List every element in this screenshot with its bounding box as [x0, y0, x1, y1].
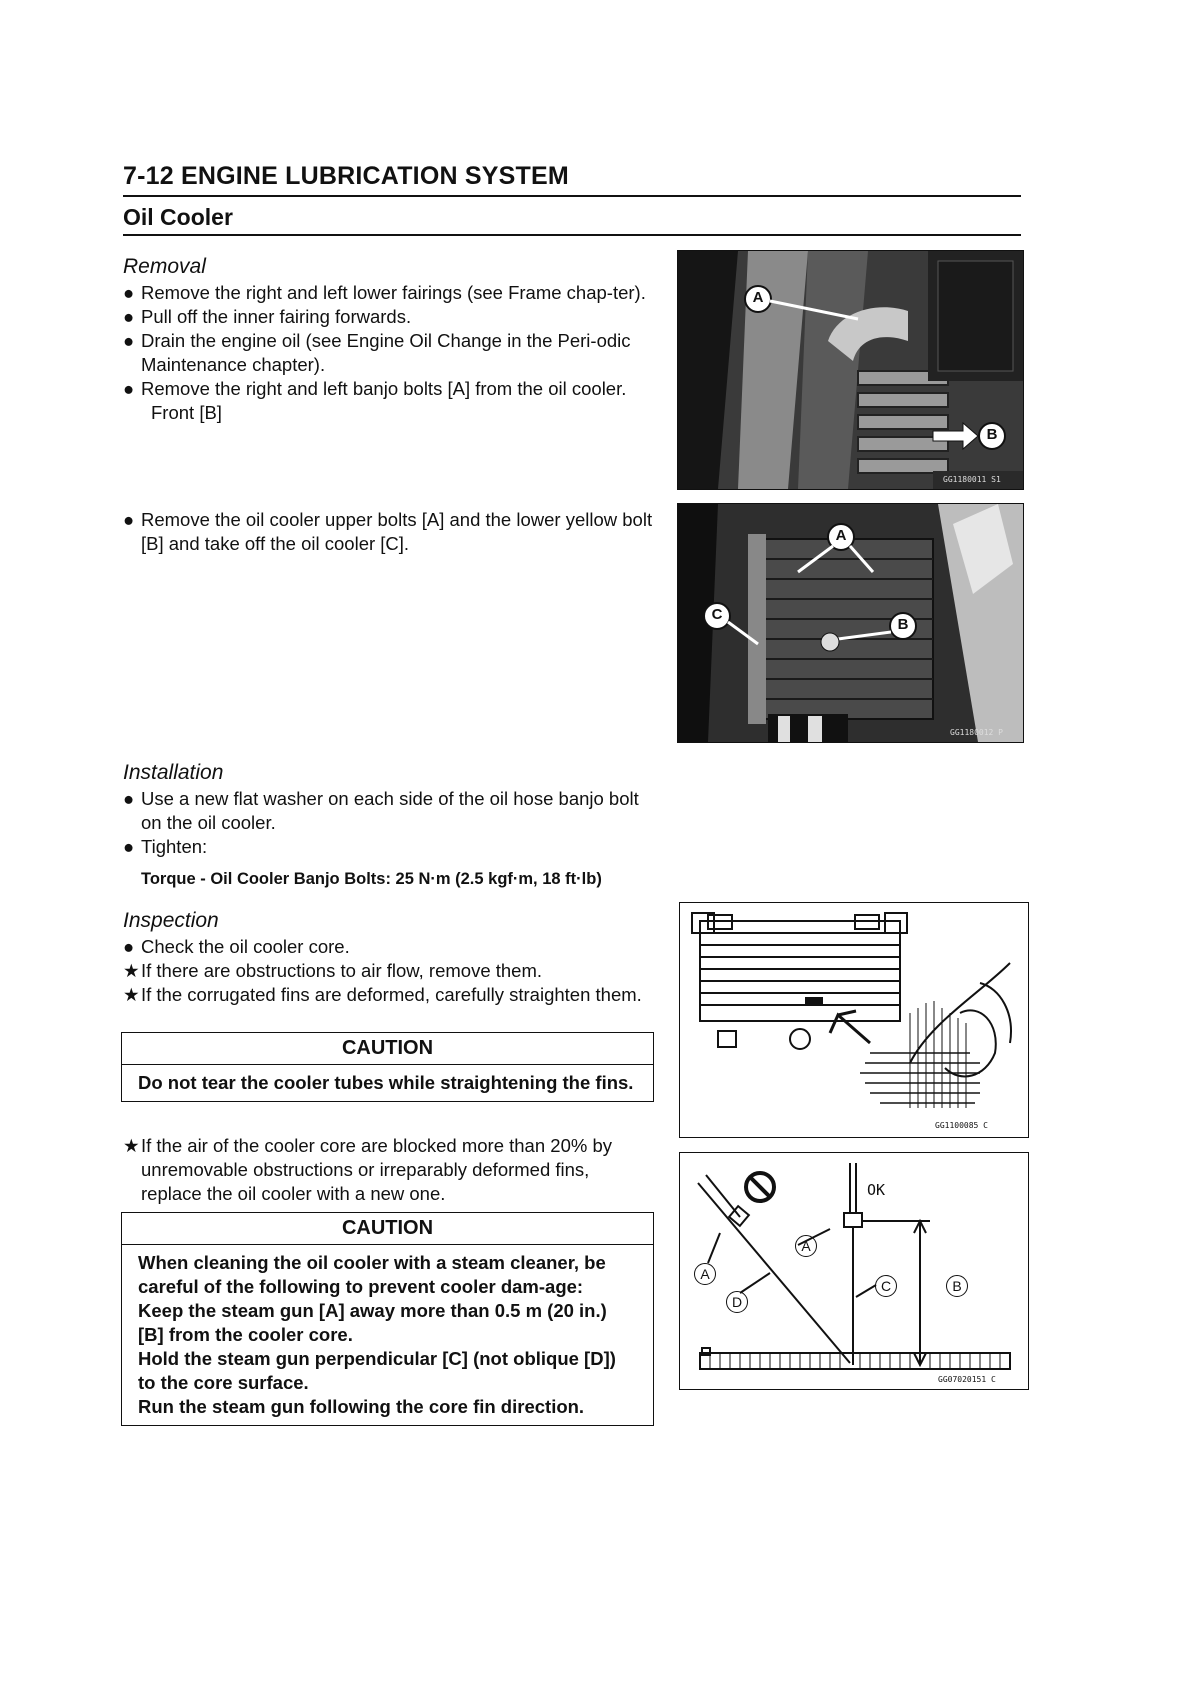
bullet-marker: ●: [123, 306, 135, 327]
figure-straighten-fins: [679, 902, 1029, 1138]
callout-d: D: [726, 1291, 748, 1313]
callout-c: C: [711, 606, 723, 623]
star-marker: ★: [123, 984, 140, 1005]
ok-label: OK: [867, 1181, 886, 1199]
installation-item-2: Tighten:: [141, 836, 208, 857]
list-item: [123, 281, 653, 305]
star-marker: ★: [123, 1135, 140, 1156]
inspection-step-4: [123, 1134, 653, 1206]
list-item: [123, 377, 653, 401]
fins-drawing: [680, 903, 1028, 1137]
list-item: [123, 983, 653, 1007]
caution-title: CAUTION: [122, 1213, 653, 1245]
removal-item-3: Drain the engine oil (see Engine Oil Change in the Peri-odic Maintenance chapter).: [141, 330, 631, 375]
photo-drawing: [678, 504, 1023, 742]
star-marker: ★: [123, 960, 140, 981]
steam-gun-drawing: [680, 1153, 1028, 1389]
list-item: [123, 508, 653, 556]
caution-line-1: When cleaning the oil cooler with a steam cleaner, be careful of the following to prevent cooler dam-age:: [138, 1252, 606, 1297]
removal-heading: Removal: [123, 255, 206, 278]
figure-code: GG1180012 P: [950, 728, 1003, 737]
figure-banjo-bolts-photo: [677, 250, 1024, 490]
bullet-marker: ●: [123, 378, 135, 399]
figure-code: GG1180011 S1: [943, 475, 1001, 484]
page-title: 7-12 ENGINE LUBRICATION SYSTEM: [123, 162, 569, 190]
bullet-marker: ●: [123, 936, 135, 957]
list-item: [123, 959, 653, 983]
callout-b: B: [946, 1275, 968, 1297]
callout-a: A: [752, 289, 764, 306]
inspection-item-1: Check the oil cooler core.: [141, 936, 350, 957]
removal-item-4: Remove the right and left banjo bolts [A] from the oil cooler.: [141, 378, 627, 399]
removal-step-5: [123, 508, 653, 556]
figure-code: GG07020151 C: [938, 1375, 996, 1384]
header-rule: [123, 195, 1021, 197]
caution-title: CAUTION: [122, 1033, 653, 1065]
figure-steam-gun: [679, 1152, 1029, 1390]
figure-code: GG1100085 C: [935, 1121, 988, 1130]
installation-heading: Installation: [123, 761, 224, 784]
bullet-marker: ●: [123, 282, 135, 303]
list-item: [123, 935, 653, 959]
front-note: Front [B]: [151, 402, 222, 423]
list-item: [123, 329, 653, 377]
removal-item-2: Pull off the inner fairing forwards.: [141, 306, 412, 327]
list-item: [123, 835, 653, 859]
section-rule: [123, 234, 1021, 236]
torque-spec: Torque - Oil Cooler Banjo Bolts: 25 N·m (2.5 kgf·m, 18 ft·lb): [141, 870, 602, 888]
caution-box-1: [121, 1032, 654, 1102]
list-item: [123, 787, 653, 835]
bullet-marker: ●: [123, 330, 135, 351]
callout-a: A: [795, 1235, 817, 1257]
inspection-item-2: If there are obstructions to air flow, remove them.: [141, 960, 543, 981]
callout-a: A: [835, 527, 847, 544]
removal-section: [123, 254, 653, 425]
installation-item-1: Use a new flat washer on each side of the oil hose banjo bolt on the oil cooler.: [141, 788, 639, 833]
bullet-marker: ●: [123, 509, 135, 530]
bullet-marker: ●: [123, 836, 135, 857]
inspection-item-4: If the air of the cooler core are blocked more than 20% by unremovable obstructions or irreparably deformed fins, replace the oil cooler with a new one.: [141, 1135, 612, 1204]
figure-cooler-bolts-photo: [677, 503, 1024, 743]
callout-b: B: [897, 616, 909, 633]
section-title: Oil Cooler: [123, 204, 233, 230]
inspection-heading: Inspection: [123, 909, 219, 932]
bullet-marker: ●: [123, 788, 135, 809]
caution-body: [122, 1245, 653, 1425]
photo-drawing: [678, 251, 1023, 489]
callout-c: C: [875, 1275, 897, 1297]
installation-section: [123, 760, 653, 891]
caution-line-4: Run the steam gun following the core fin direction.: [138, 1396, 585, 1417]
callout-b: B: [986, 426, 998, 443]
inspection-section: [123, 908, 653, 1007]
callout-a: A: [694, 1263, 716, 1285]
list-item: [123, 1134, 653, 1206]
caution-body: Do not tear the cooler tubes while straightening the fins.: [138, 1072, 634, 1093]
list-item: [123, 305, 653, 329]
caution-line-3: Hold the steam gun perpendicular [C] (not oblique [D]) to the core surface.: [138, 1348, 616, 1393]
removal-item-5: Remove the oil cooler upper bolts [A] and the lower yellow bolt [B] and take off the oil cooler [C].: [141, 509, 653, 554]
removal-item-1: Remove the right and left lower fairings (see Frame chap-ter).: [141, 282, 646, 303]
caution-box-2: [121, 1212, 654, 1426]
inspection-item-3: If the corrugated fins are deformed, carefully straighten them.: [141, 984, 642, 1005]
caution-line-2: Keep the steam gun [A] away more than 0.5 m (20 in.) [B] from the cooler core.: [138, 1300, 607, 1345]
